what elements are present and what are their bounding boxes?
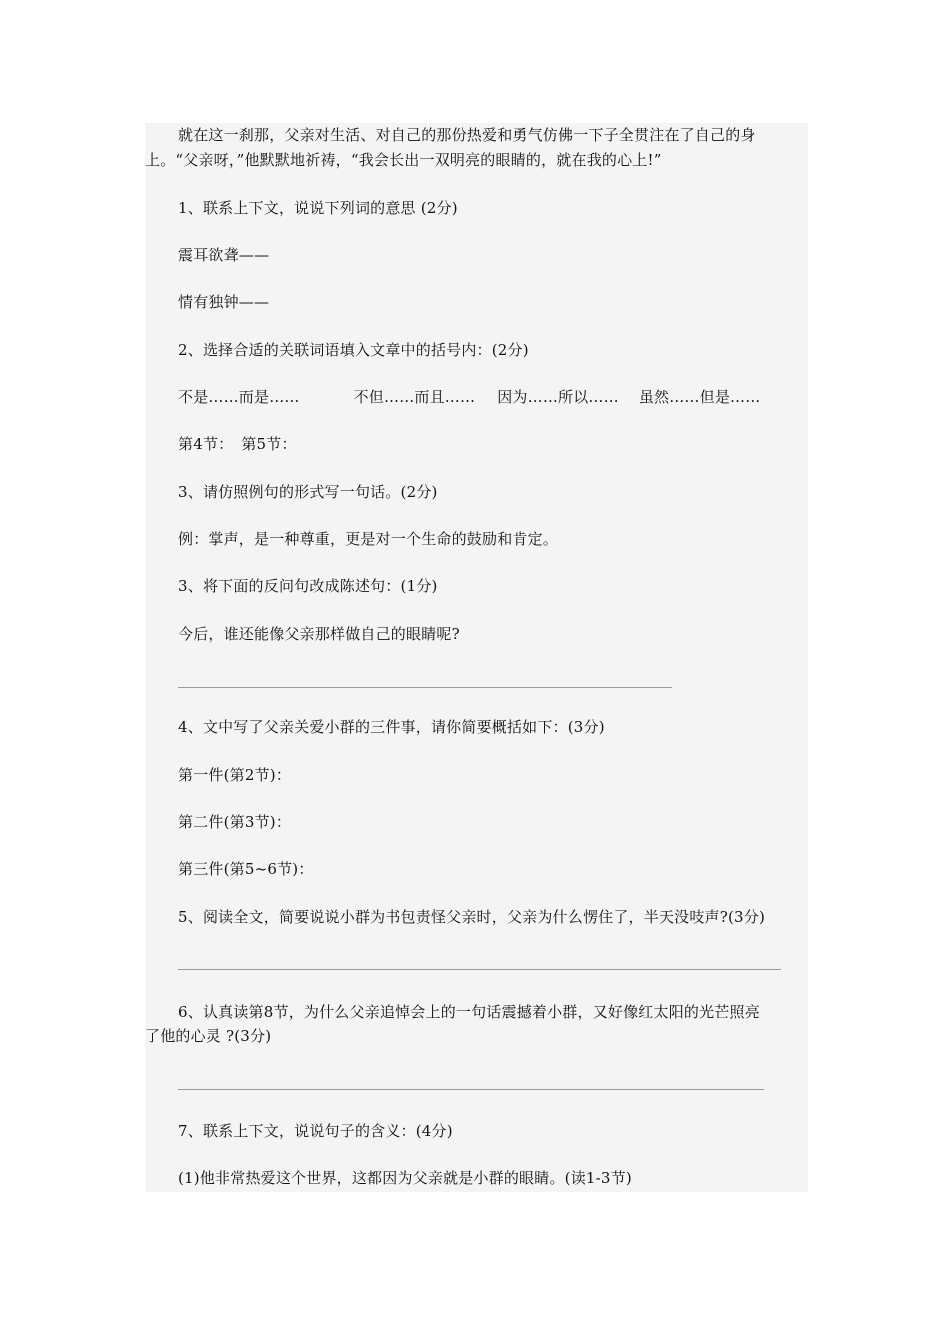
passage-line-2: 上。“父亲呀，”他默默地祈祷，“我会长出一双明亮的眼睛的，就在我的心上!” (145, 151, 662, 169)
question-4-prompt: 4、文中写了父亲关爱小群的三件事，请你简要概括如下：(3分) (178, 718, 605, 736)
question-6-line-2: 了他的心灵 ?(3分) (145, 1027, 272, 1045)
question-4-item-1: 第一件(第2节)： (178, 766, 292, 784)
passage-line-1: 就在这一刹那，父亲对生活、对自己的那份热爱和勇气仿佛一下子全贯注在了自己的身 (178, 126, 756, 144)
question-2-options (178, 386, 808, 409)
answer-line (178, 969, 781, 970)
conjunction-option: 虽然……但是…… (638, 388, 761, 406)
question-3a-example: 例：掌声，是一种尊重，更是对一个生命的鼓励和肯定。 (178, 530, 559, 548)
conjunction-option: 因为……所以…… (497, 388, 619, 406)
question-4-item-2: 第二件(第3节)： (178, 813, 292, 831)
question-7-sub-1: (1)他非常热爱这个世界，这都因为父亲就是小群的眼睛。(读1-3节) (178, 1169, 632, 1187)
question-1-prompt: 1、联系上下文，说说下列词的意思 (2分) (178, 199, 458, 217)
question-7-prompt: 7、联系上下文，说说句子的含义：(4分) (178, 1122, 453, 1140)
answer-line (178, 1089, 764, 1090)
answer-label: 第4节： (178, 435, 234, 453)
conjunction-option: 不但……而且…… (353, 388, 476, 406)
question-1-word-2: 情有独钟—— (178, 293, 270, 311)
question-4-item-3: 第三件(第5~6节)： (178, 860, 314, 878)
answer-line (178, 687, 672, 688)
question-2-answers (178, 433, 808, 456)
question-3b-prompt: 3、将下面的反问句改成陈述句：(1分) (178, 577, 438, 595)
question-3a-prompt: 3、请仿照例句的形式写一句话。(2分) (178, 483, 438, 501)
question-3b-sentence: 今后，谁还能像父亲那样做自己的眼睛呢? (178, 625, 460, 643)
question-5-prompt: 5、阅读全文，简要说说小群为书包责怪父亲时，父亲为什么愣住了，半天没吱声?(3分) (178, 908, 766, 926)
question-6-line-1: 6、认真读第8节，为什么父亲追悼会上的一句话震撼着小群，又好像红太阳的光芒照亮 (178, 1003, 760, 1021)
answer-label: 第5节： (241, 435, 297, 453)
question-1-word-1: 震耳欲聋—— (178, 246, 270, 264)
question-2-prompt: 2、选择合适的关联词语填入文章中的括号内：(2分) (178, 341, 529, 359)
conjunction-option: 不是……而是…… (178, 388, 300, 406)
